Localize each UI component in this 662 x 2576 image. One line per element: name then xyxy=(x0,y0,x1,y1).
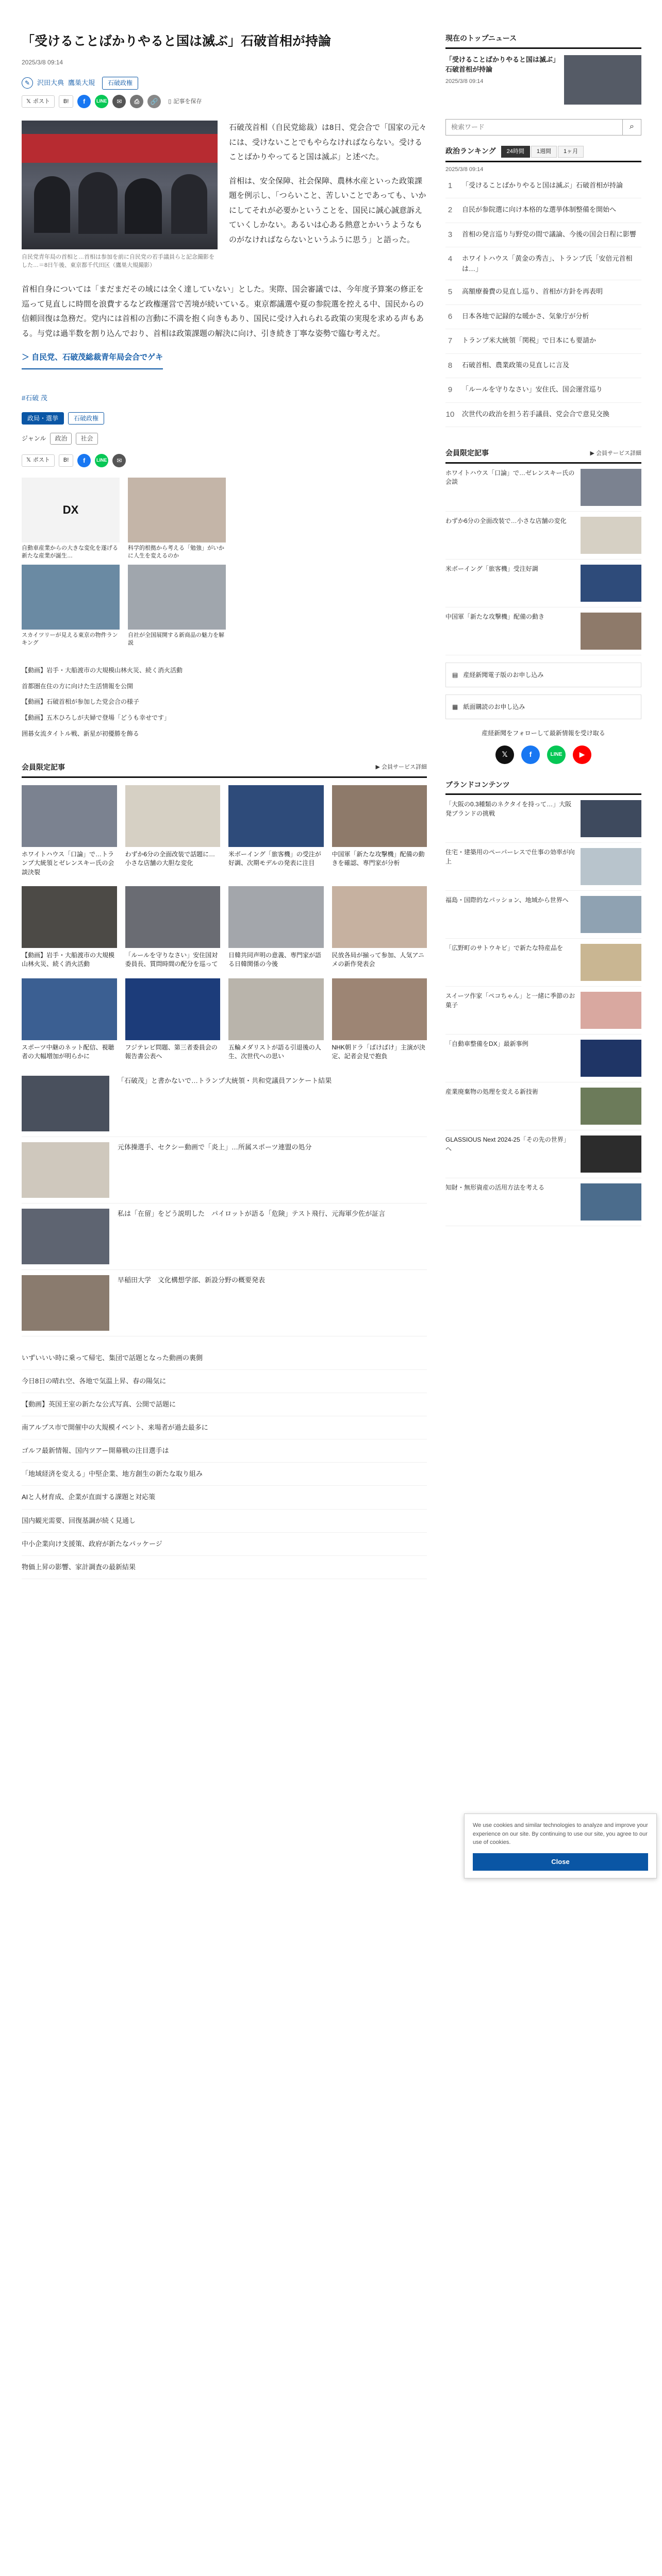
ad-tile[interactable]: 科学的根拠から考える「勉強」がいかに人生を変えるのか xyxy=(128,478,226,560)
ranking-tabs xyxy=(501,146,584,158)
list-item[interactable]: 「広野町のサトウキビ」で新たな特産品を xyxy=(445,939,641,987)
mail-icon[interactable]: ✉ xyxy=(112,95,126,108)
mail-icon[interactable]: ✉ xyxy=(112,454,126,467)
keyword-tag[interactable]: #石破 茂 xyxy=(22,394,47,402)
sponsored-area xyxy=(22,478,427,652)
list-item[interactable]: 南アルプス市で開催中の大規模イベント、来場者が過去最多に xyxy=(22,1416,427,1439)
share-x-button[interactable]: 𝕏 ポスト xyxy=(22,454,55,467)
related-article-link[interactable]: ＞ 自民党、石破茂総裁青年局会合でゲキ xyxy=(22,351,163,369)
top-news-header: 現在のトップニュース xyxy=(445,33,641,49)
sidebar-member-header: 会員限定記事 ▶ 会員サービス詳細 xyxy=(445,448,641,464)
ranking-item[interactable]: 8 石破首相、農業政策の見直しに言及 xyxy=(445,354,641,379)
sidebar xyxy=(445,33,641,1226)
genre-row xyxy=(22,433,427,445)
ranking-item[interactable]: 10 次世代の政治を担う若手議員、党会合で意見交換 xyxy=(445,403,641,428)
ranking-item[interactable]: 3 首相の発言巡り与野党の間で議論、今後の国会日程に影響 xyxy=(445,223,641,248)
ad-text-item[interactable]: 首都圏在住の方に向けた生活情報を公開 xyxy=(22,682,134,690)
article xyxy=(22,33,427,1579)
author-link[interactable] xyxy=(22,77,95,89)
top-news-photo xyxy=(564,55,641,105)
facebook-icon[interactable]: f xyxy=(521,745,540,764)
list-item[interactable]: 早稲田大学 文化構想学部、新設分野の概要発表 xyxy=(22,1270,427,1336)
article-card[interactable]: 【動画】岩手・大船渡市の大規模山林火災、続く消火活動 xyxy=(22,886,117,969)
genre-chip[interactable]: 社会 xyxy=(76,433,97,445)
document-icon: ▤ xyxy=(452,671,458,679)
bookmark-icon: ▯ xyxy=(168,98,172,105)
list-item[interactable]: 「地域経済を変える」中堅企業、地方創生の新たな取り組み xyxy=(22,1463,427,1486)
article-card[interactable]: 五輪メダリストが語る引退後の人生、次世代への思い xyxy=(228,978,324,1061)
lead-paragraph: 石破茂首相（自民党総裁）は8日、党会合で「国家の元々には、受けないことでもやらなければならない。受けることばかりやってると国は滅ぶ」と述べた。 xyxy=(229,123,427,162)
list-item[interactable]: 知財・無形資産の活用方法を考える xyxy=(445,1178,641,1226)
list-item[interactable]: 私は「在留」をどう説明した パイロットが語る「危険」テスト飛行、元海軍少佐が証言 xyxy=(22,1204,427,1270)
search-icon[interactable]: ⌕ xyxy=(622,120,641,135)
pen-icon: ✎ xyxy=(22,77,33,89)
list-item[interactable]: 中国軍「新たな攻撃機」配備の動き xyxy=(445,607,641,655)
share-hatena-button[interactable]: B! xyxy=(59,95,73,108)
youtube-icon[interactable]: ▶ xyxy=(573,745,591,764)
sidebar-member-list xyxy=(445,464,641,655)
ranking-date: 2025/3/8 09:14 xyxy=(445,166,484,173)
line-icon[interactable]: LINE xyxy=(95,95,108,108)
newspaper-icon: ▦ xyxy=(452,703,458,710)
brand-content-header: ブランドコンテンツ xyxy=(445,779,641,795)
text-article-list xyxy=(22,1347,427,1579)
ranking-item[interactable]: 4 ホワイトハウス「黄金の秀吉」、トランプ氏「安倍元首相は…」 xyxy=(445,247,641,280)
list-item[interactable]: わずか6分の全面改装で…小さな店舗の変化 xyxy=(445,512,641,560)
section-header: 会員限定記事 ▶ 会員サービス詳細 xyxy=(22,762,427,778)
lead-photo[interactable] xyxy=(22,121,218,249)
list-item[interactable]: ゴルフ最新情報、国内ツアー開幕戦の注目選手は xyxy=(22,1439,427,1463)
social-links xyxy=(445,745,641,764)
member-grid xyxy=(22,785,427,1061)
brand-content-list xyxy=(445,795,641,1226)
print-icon[interactable]: ⎙ xyxy=(130,95,143,108)
ranking-list xyxy=(445,174,641,428)
tag-buttons xyxy=(22,412,427,425)
list-item[interactable]: 住宅・建築用のペーパーレスで仕事の効率が向上 xyxy=(445,843,641,891)
article-card[interactable]: ホワイトハウス「口論」で…トランプ大統領とゼレンスキー氏の会談決裂 xyxy=(22,785,117,877)
lead-photo-block xyxy=(22,121,218,270)
list-item[interactable]: 福島・国際的なパッション、地域から世界へ xyxy=(445,891,641,939)
facebook-icon[interactable]: f xyxy=(77,454,91,467)
cookie-close-button[interactable]: Close xyxy=(473,1853,648,1871)
ranking-tab[interactable]: 24時間 xyxy=(501,146,530,158)
article-card[interactable]: 中国軍「新たな攻撃機」配備の動きを確認、専門家が分析 xyxy=(332,785,427,877)
list-item[interactable]: 【動画】英国王室の新たな公式写真、公開で話題に xyxy=(22,1393,427,1416)
list-item[interactable]: 中小企業向け支援策、政府が新たなパッケージ xyxy=(22,1533,427,1556)
genre-chip[interactable]: 政治 xyxy=(50,433,72,445)
list-item[interactable]: 「大阪の0.3種類のネクタイを持って…」大阪発ブランドの挑戦 xyxy=(445,795,641,843)
list-item[interactable]: 「自動車整備をDX」最新事例 xyxy=(445,1035,641,1082)
subscribe-digital-banner[interactable]: ▤ 産経新聞電子版のお申し込み xyxy=(445,663,641,687)
list-item[interactable]: スイーツ作家「ペコちゃん」と一緒に季節のお菓子 xyxy=(445,987,641,1035)
ranking-tab[interactable]: 1ヶ月 xyxy=(558,146,584,158)
ad-image xyxy=(22,565,120,630)
lead-text xyxy=(229,121,427,270)
ranking-item[interactable]: 6 日本各地で記録的な暖かさ、気象庁が分析 xyxy=(445,305,641,330)
author-name: 沢田大典 xyxy=(37,79,64,87)
ranking-item[interactable]: 1 「受けることばかりやると国は滅ぶ」石破首相が持論 xyxy=(445,174,641,199)
mixed-articles xyxy=(22,1071,427,1336)
list-item[interactable]: いずいいい時に乗って帰宅、集団で話題となった動画の裏側 xyxy=(22,1347,427,1370)
facebook-icon[interactable]: f xyxy=(77,95,91,108)
x-icon: 𝕏 xyxy=(26,457,31,464)
list-item[interactable]: 米ボーイング「旅客機」受注好調 xyxy=(445,560,641,607)
share-hatena-button[interactable]: B! xyxy=(59,454,73,467)
article-meta xyxy=(22,75,427,91)
ad-tiles xyxy=(22,478,120,652)
x-icon: 𝕏 xyxy=(26,98,31,105)
x-icon[interactable]: 𝕏 xyxy=(495,745,514,764)
topic-tag[interactable]: 石破政権 xyxy=(102,77,138,90)
ad-tile[interactable]: DX 自動車産業からの大きな変化を遂げる新たな産業が誕生… xyxy=(22,478,120,560)
list-item[interactable]: 元体操選手、セクシー動画で「炎上」…所属スポーツ連盟の処分 xyxy=(22,1137,427,1204)
genre-label: ジャンル xyxy=(22,435,46,443)
tag-button[interactable]: 石破政権 xyxy=(68,412,104,425)
ad-text-item[interactable]: 【動画】岩手・大船渡市の大規模山林火災、続く消火活動 xyxy=(22,667,183,674)
list-item[interactable]: AIと人材育成、企業が直面する課題と対応策 xyxy=(22,1486,427,1509)
ranking-item[interactable]: 2 自民が参院選に向け本格的な選挙体制整備を開始へ xyxy=(445,198,641,223)
search-box xyxy=(445,119,641,135)
article-card[interactable]: 米ボーイング「旅客機」の受注が好調、次期モデルの発表に注目 xyxy=(228,785,324,877)
list-item[interactable]: 物価上昇の影響、家計調査の最新結果 xyxy=(22,1556,427,1579)
subscribe-paper-banner[interactable]: ▦ 紙面購読のお申し込み xyxy=(445,694,641,719)
ranking-tab[interactable]: 1週間 xyxy=(531,146,557,158)
cookie-notice xyxy=(464,1814,657,1878)
ranking-item[interactable]: 9 「ルールを守りなさい」安住氏、国会運営巡り xyxy=(445,378,641,403)
ranking-item[interactable]: 7 トランプ米大統領「関税」で日本にも要請か xyxy=(445,329,641,354)
ad-tiles xyxy=(128,478,226,652)
member-service-link[interactable]: ▶ 会員サービス詳細 xyxy=(590,450,641,456)
list-item[interactable]: 「石破茂」と書かないで…トランプ大統領・共和党議員アンケート結果 xyxy=(22,1071,427,1137)
ranking-item[interactable]: 5 高額療養費の見直し巡り、首相が方針を再表明 xyxy=(445,280,641,305)
article-title: 「受けることばかりやると国は滅ぶ」石破首相が持論 xyxy=(22,34,332,48)
author-extra: 鷹巣大規 xyxy=(68,79,95,87)
list-item[interactable]: ホワイトハウス「口論」で…ゼレンスキー氏の会談 xyxy=(445,464,641,512)
list-item[interactable]: 国内観光需要、回復基調が続く見通し xyxy=(22,1510,427,1533)
keyword-tags xyxy=(22,393,427,403)
member-articles xyxy=(22,762,427,1061)
ad-image: DX xyxy=(22,478,120,543)
ad-text-item[interactable]: 囲碁女流タイトル戦、新星が初優勝を飾る xyxy=(22,730,139,737)
line-icon[interactable]: LINE xyxy=(547,745,566,764)
member-service-link[interactable]: ▶ 会員サービス詳細 xyxy=(375,764,427,771)
tag-button[interactable]: 政局・選挙 xyxy=(22,412,64,425)
ad-text-item[interactable]: 【動画】石破首相が参加した党会合の様子 xyxy=(22,698,140,706)
ad-image xyxy=(128,478,226,543)
article-card[interactable]: 民放各局が揃って参加、人気アニメの新作発表会 xyxy=(332,886,427,969)
search-input[interactable] xyxy=(446,120,622,135)
link-icon[interactable]: 🔗 xyxy=(147,95,161,108)
list-item[interactable]: 産業廃棄物の処理を変える新技術 xyxy=(445,1082,641,1130)
arrow-right-icon: ＞ xyxy=(22,353,32,362)
list-item[interactable]: 今日8日の晴れ空、各地で気温上昇、春の陽気に xyxy=(22,1370,427,1393)
ad-tile[interactable]: 自社が全国展開する新商品の魅力を解説 xyxy=(128,565,226,647)
ad-text-item[interactable]: 【動画】五木ひろしが夫婦で登場「どうも幸せです」 xyxy=(22,714,171,721)
article-card[interactable]: NHK朝ドラ「ばけばけ」主演が決定、記者会見で抱負 xyxy=(332,978,427,1061)
ad-text-list xyxy=(22,663,427,741)
ad-tile[interactable]: スカイツリーが見える東京の物件ランキング xyxy=(22,565,120,647)
photo-caption: 自民党青年局の首相と…首相は参加を前に自民党の若手議員らと記念撮影をした…＝8日午後、東京都千代田区（鷹巣大規撮影） xyxy=(22,254,214,269)
cookie-text: We use cookies and similar technologies to analyze and improve your experience on our site. By continuing to use our site, you agree to our use of cookies. xyxy=(473,1822,648,1845)
ad-image xyxy=(128,565,226,630)
article-card[interactable]: フジテレビ問題、第三者委員会の報告書公表へ xyxy=(125,978,221,1061)
article-date: 2025/3/8 09:14 xyxy=(22,58,63,66)
top-news-item[interactable]: 「受けることばかりやると国は滅ぶ」石破首相が持論 2025/3/8 09:14 xyxy=(445,55,641,105)
list-item[interactable]: GLASSIOUS Next 2024-25「その先の世界」へ xyxy=(445,1130,641,1178)
article-card[interactable]: スポーツ中継のネット配信、視聴者の大幅増加が明らかに xyxy=(22,978,117,1061)
lead-paragraph: 首相は、安全保障、社会保障、農林水産といった政策課題を例示し、「つらいこと、苦しいことであっても、いかにしてそれが必要かということを、国民に誠心誠意訴えていくしかない。あるいは心ある熱意とかいうようなものがなければならないというふうに思う」と語った。 xyxy=(229,176,426,244)
article-card[interactable]: 日韓共同声明の意義、専門家が語る日韓関係の今後 xyxy=(228,886,324,969)
share-bar-bottom xyxy=(22,454,427,467)
save-article-button[interactable]: ▯ 記事を保存 xyxy=(168,97,202,106)
ranking-header: 政治ランキング 24時間 1週間 1ヶ月 xyxy=(445,146,641,162)
follow-text: 産経新聞をフォローして最新情報を受け取る xyxy=(482,729,605,737)
share-bar xyxy=(22,95,427,108)
line-icon[interactable]: LINE xyxy=(95,454,108,467)
article-card[interactable]: 「ルールを守りなさい」安住国対委員長、質問時間の配分を巡って xyxy=(125,886,221,969)
article-card[interactable]: わずか6分の全面改装で話題に…小さな店舗の大胆な変化 xyxy=(125,785,221,877)
share-x-button[interactable]: 𝕏 ポスト xyxy=(22,95,55,108)
body-paragraph: 首相自身については「まだまだその域には全く達していない」とした。実際、国会審議では、今年度予算案の修正を巡って見直しに時間を浪費するなど政権運営で苦境が続いている。東京都議選や夏の参院選を控える中、国民からの信頼回復は急務だ。党内には首相の言動に不満を抱く向きもあり、国民に受け入れられる政策の実現を求める声もある。与党は過半数を割り込んでおり、首相は政策課題の解決に向け、引き続き丁寧な姿勢で臨む考えだ。 xyxy=(22,285,424,338)
lead-section xyxy=(22,121,427,270)
